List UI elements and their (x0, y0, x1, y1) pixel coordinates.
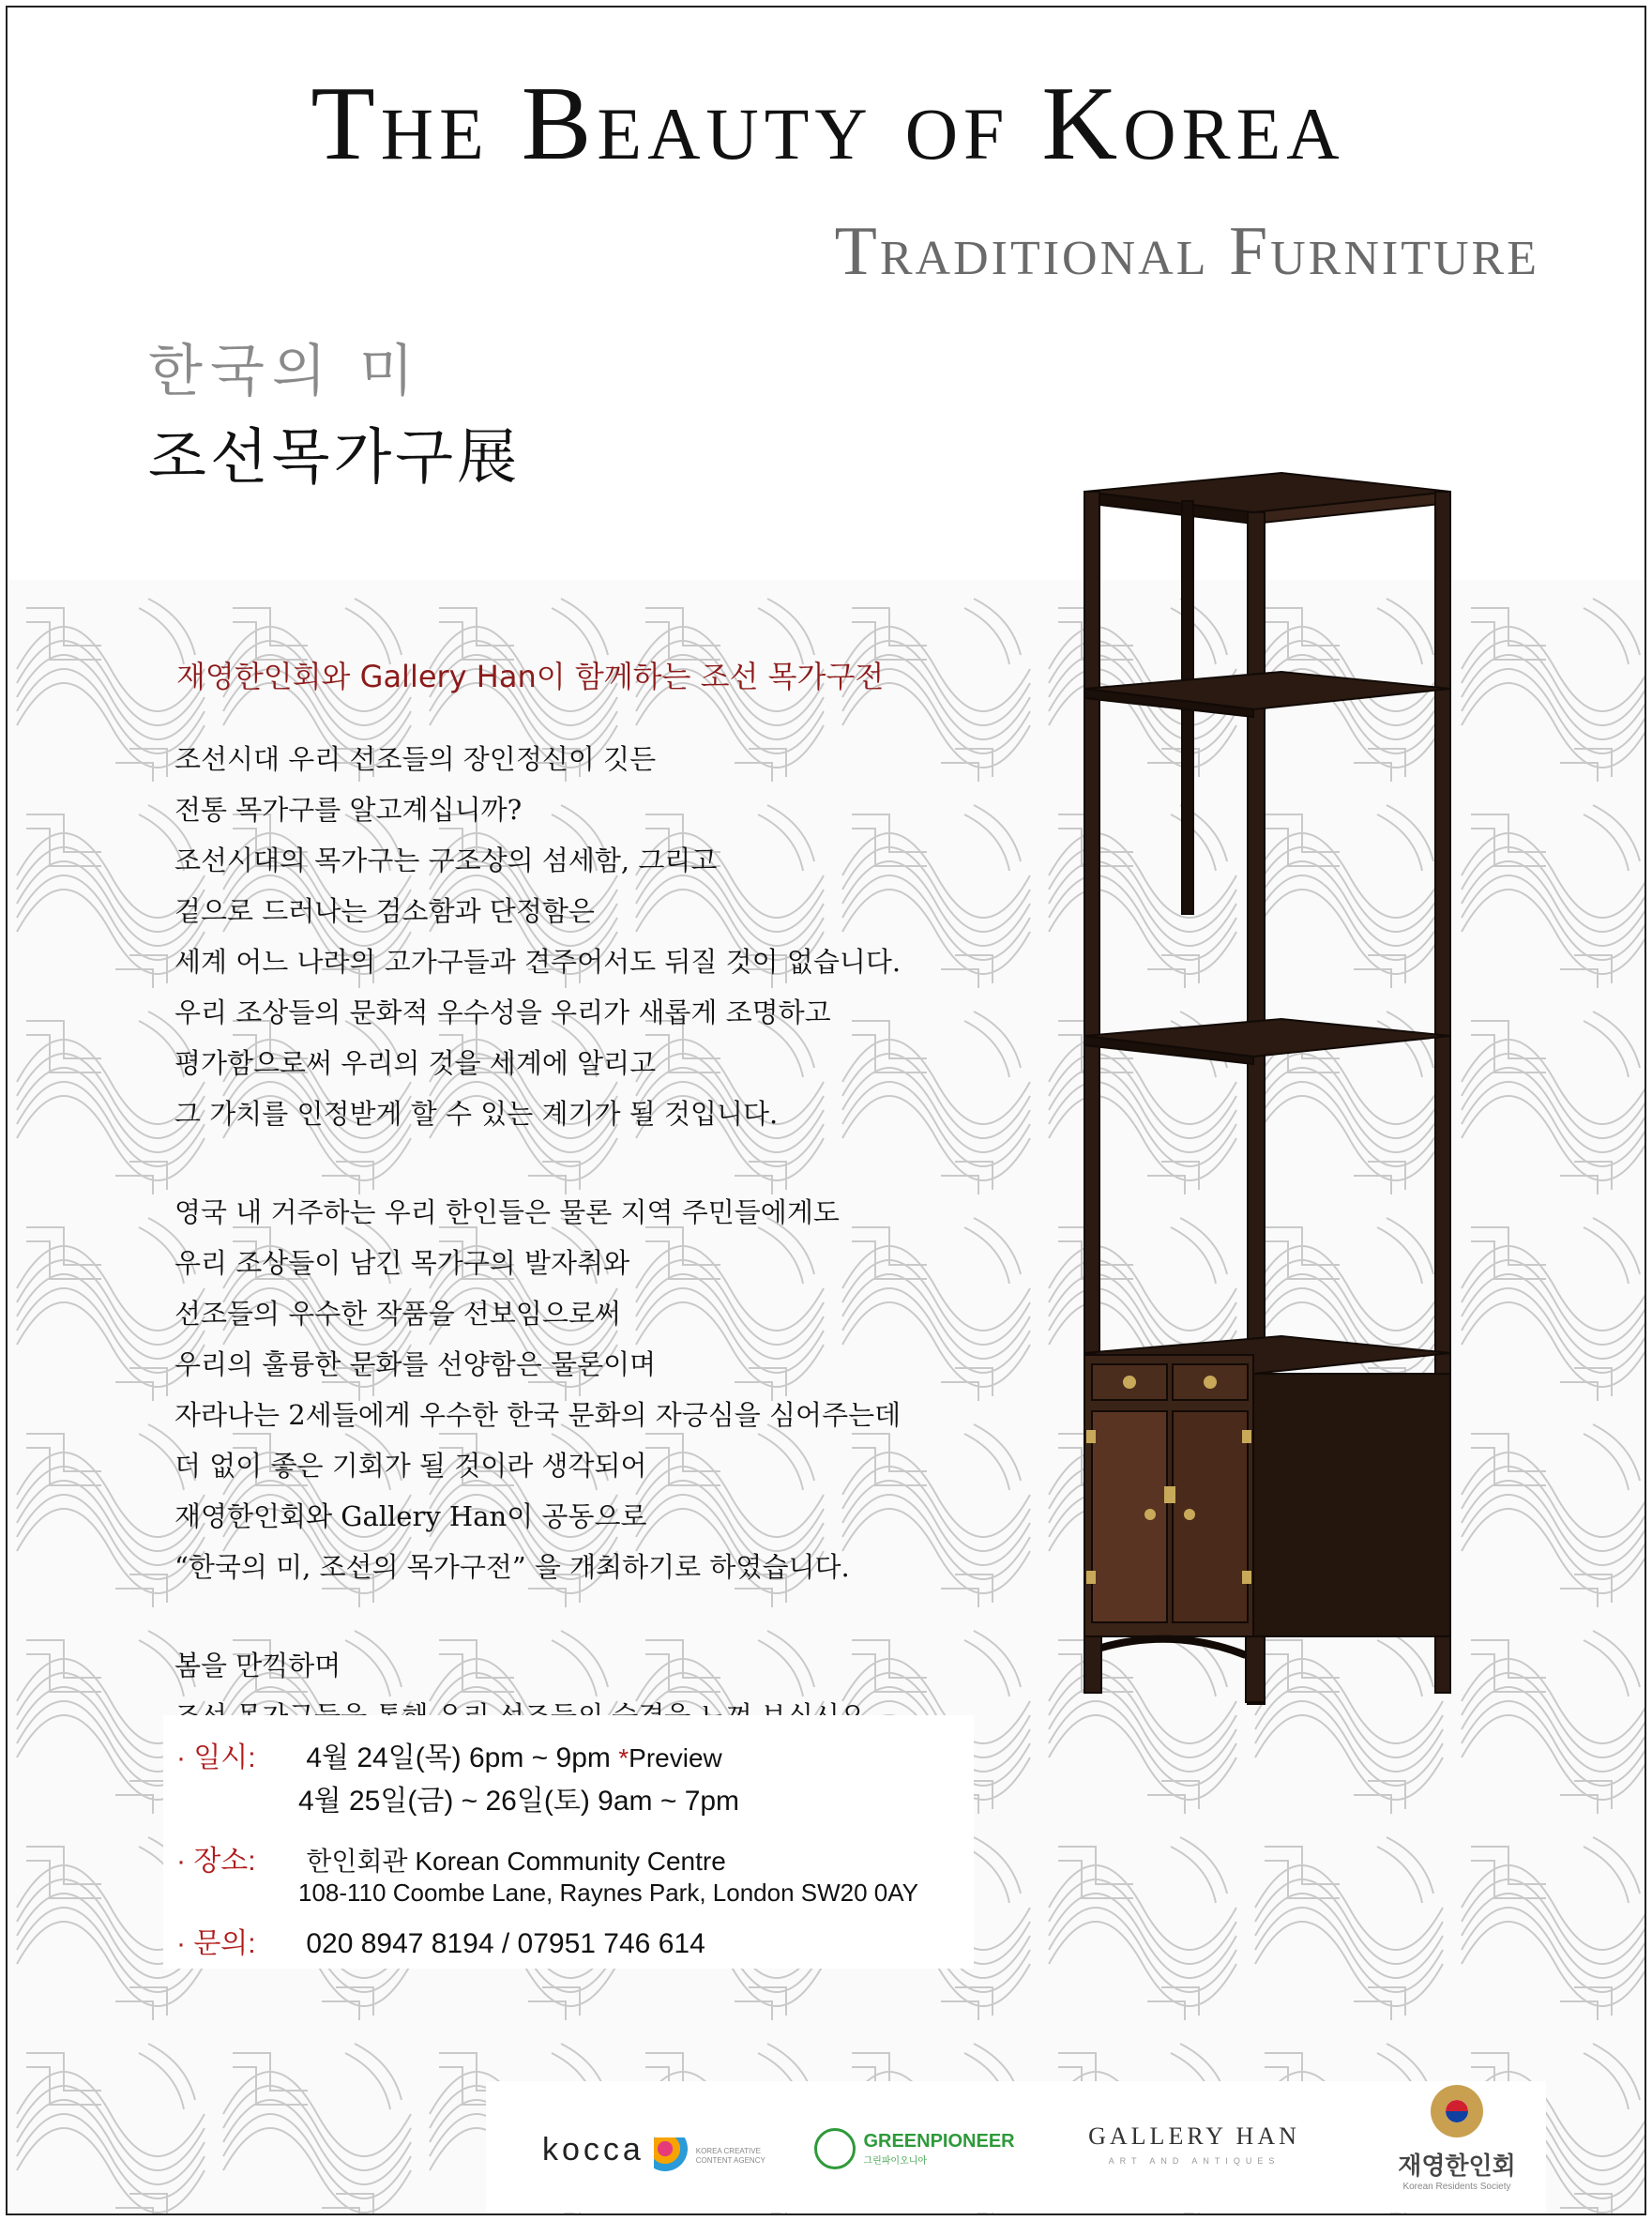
text-line: 전통 목가구를 알고계십니까? (174, 794, 523, 826)
headline: 재영한인회와 Gallery Han이 함께하는 조선 목가구전 (176, 659, 885, 694)
kocca-logo-text: kocca (542, 2132, 644, 2168)
preview-note (618, 1743, 722, 1772)
greenpioneer-subtext: 그린파이오니아 (863, 2156, 928, 2167)
text-line: 재영한인회와 Gallery Han이 공동으로 (174, 1500, 647, 1532)
preview-label: Preview (629, 1743, 722, 1772)
kocca-icon (654, 2137, 691, 2175)
text-line: 우리의 훌륭한 문화를 선양함은 물론이며 (174, 1348, 657, 1380)
page-title: The Beauty of Korea (311, 66, 1345, 182)
gallery-han-text: GALLERY HAN (1088, 2122, 1300, 2150)
gallery-han-logo (1086, 2122, 1302, 2166)
venue-row (176, 1837, 726, 1879)
contact-label: · 문의: (176, 1928, 256, 1959)
korean-residents-society-logo (1387, 2085, 1527, 2192)
text-line: 조선시대 우리 선조들의 장인정신이 깃든 (174, 743, 657, 775)
text-line: 평가함으로써 우리의 것을 세계에 알리고 (174, 1047, 657, 1079)
gallery-han-subtext: ART AND ANTIQUES (1108, 2156, 1281, 2166)
text-line: “한국의 미, 조선의 목가구전” 을 개최하기로 하였습니다. (174, 1551, 850, 1583)
text-line: 조선시대의 목가구는 구조상의 섬세함, 그리고 (174, 844, 718, 876)
text-line: 봄을 만끽하며 (174, 1650, 341, 1681)
kocca-subtext: KOREA CREATIVE CONTENT AGENCY (695, 2146, 765, 2165)
date-value: 4월 24일(목) 6pm ~ 9pm (306, 1742, 611, 1773)
text-line: 선조들의 우수한 작품을 선보임으로써 (174, 1298, 621, 1330)
krs-subtext: Korean Residents Society (1402, 2182, 1511, 2192)
paragraph-2 (174, 1187, 901, 1592)
event-info (163, 1715, 974, 1969)
furniture-shelf-image (1047, 464, 1497, 1711)
text-line: 우리 조상들의 문화적 우수성을 우리가 새롭게 조명하고 (174, 996, 831, 1028)
page-subtitle: Traditional Furniture (834, 213, 1539, 290)
krs-text: 재영한인회 (1398, 2152, 1516, 2180)
venue-value: 한인회관 Korean Community Centre (306, 1847, 726, 1876)
date-row-2 (298, 1777, 739, 1818)
contact-value: 020 8947 8194 / 07951 746 614 (306, 1928, 705, 1959)
body-text (174, 734, 901, 1789)
emblem-icon (1431, 2085, 1483, 2137)
text-line: 더 없이 좋은 기회가 될 것이라 생각되어 (174, 1450, 647, 1482)
greenpioneer-logo (814, 2128, 1015, 2169)
korean-title: 한국의 미 (148, 339, 421, 404)
venue-label: · 장소: (176, 1846, 256, 1877)
greenpioneer-icon (814, 2128, 856, 2169)
text-line: 그 가치를 인정받게 할 수 있는 계기가 될 것입니다. (174, 1098, 779, 1130)
sponsor-logos (486, 2081, 1546, 2213)
text-line: 우리 조상들이 남긴 목가구의 발자취와 (174, 1247, 630, 1279)
date-row (176, 1734, 722, 1775)
venue-address: 108-110 Coombe Lane, Raynes Park, London SW20 0AY (298, 1879, 919, 1907)
greenpioneer-text: GREENPIONEER (863, 2131, 1015, 2152)
text-line: 세계 어느 나라의 고가구들과 견주어서도 뒤질 것이 없습니다. (174, 946, 902, 978)
paragraph-1 (174, 734, 901, 1139)
text-line: 자라나는 2세들에게 우수한 한국 문화의 자긍심을 심어주는데 (174, 1399, 902, 1431)
text-line: 영국 내 거주하는 우리 한인들은 물론 지역 주민들에게도 (174, 1196, 840, 1228)
text-line: 겉으로 드러나는 검소함과 단정함은 (174, 895, 595, 927)
date-value-2: 4월 25일(금) ~ 26일(토) 9am ~ 7pm (298, 1786, 740, 1817)
korean-subtitle: 조선목가구展 (148, 423, 522, 493)
preview-star: * (618, 1743, 629, 1772)
date-label: · 일시: (176, 1742, 256, 1773)
poster (6, 6, 1646, 2215)
kocca-logo (542, 2132, 781, 2175)
contact-row (176, 1920, 705, 1961)
